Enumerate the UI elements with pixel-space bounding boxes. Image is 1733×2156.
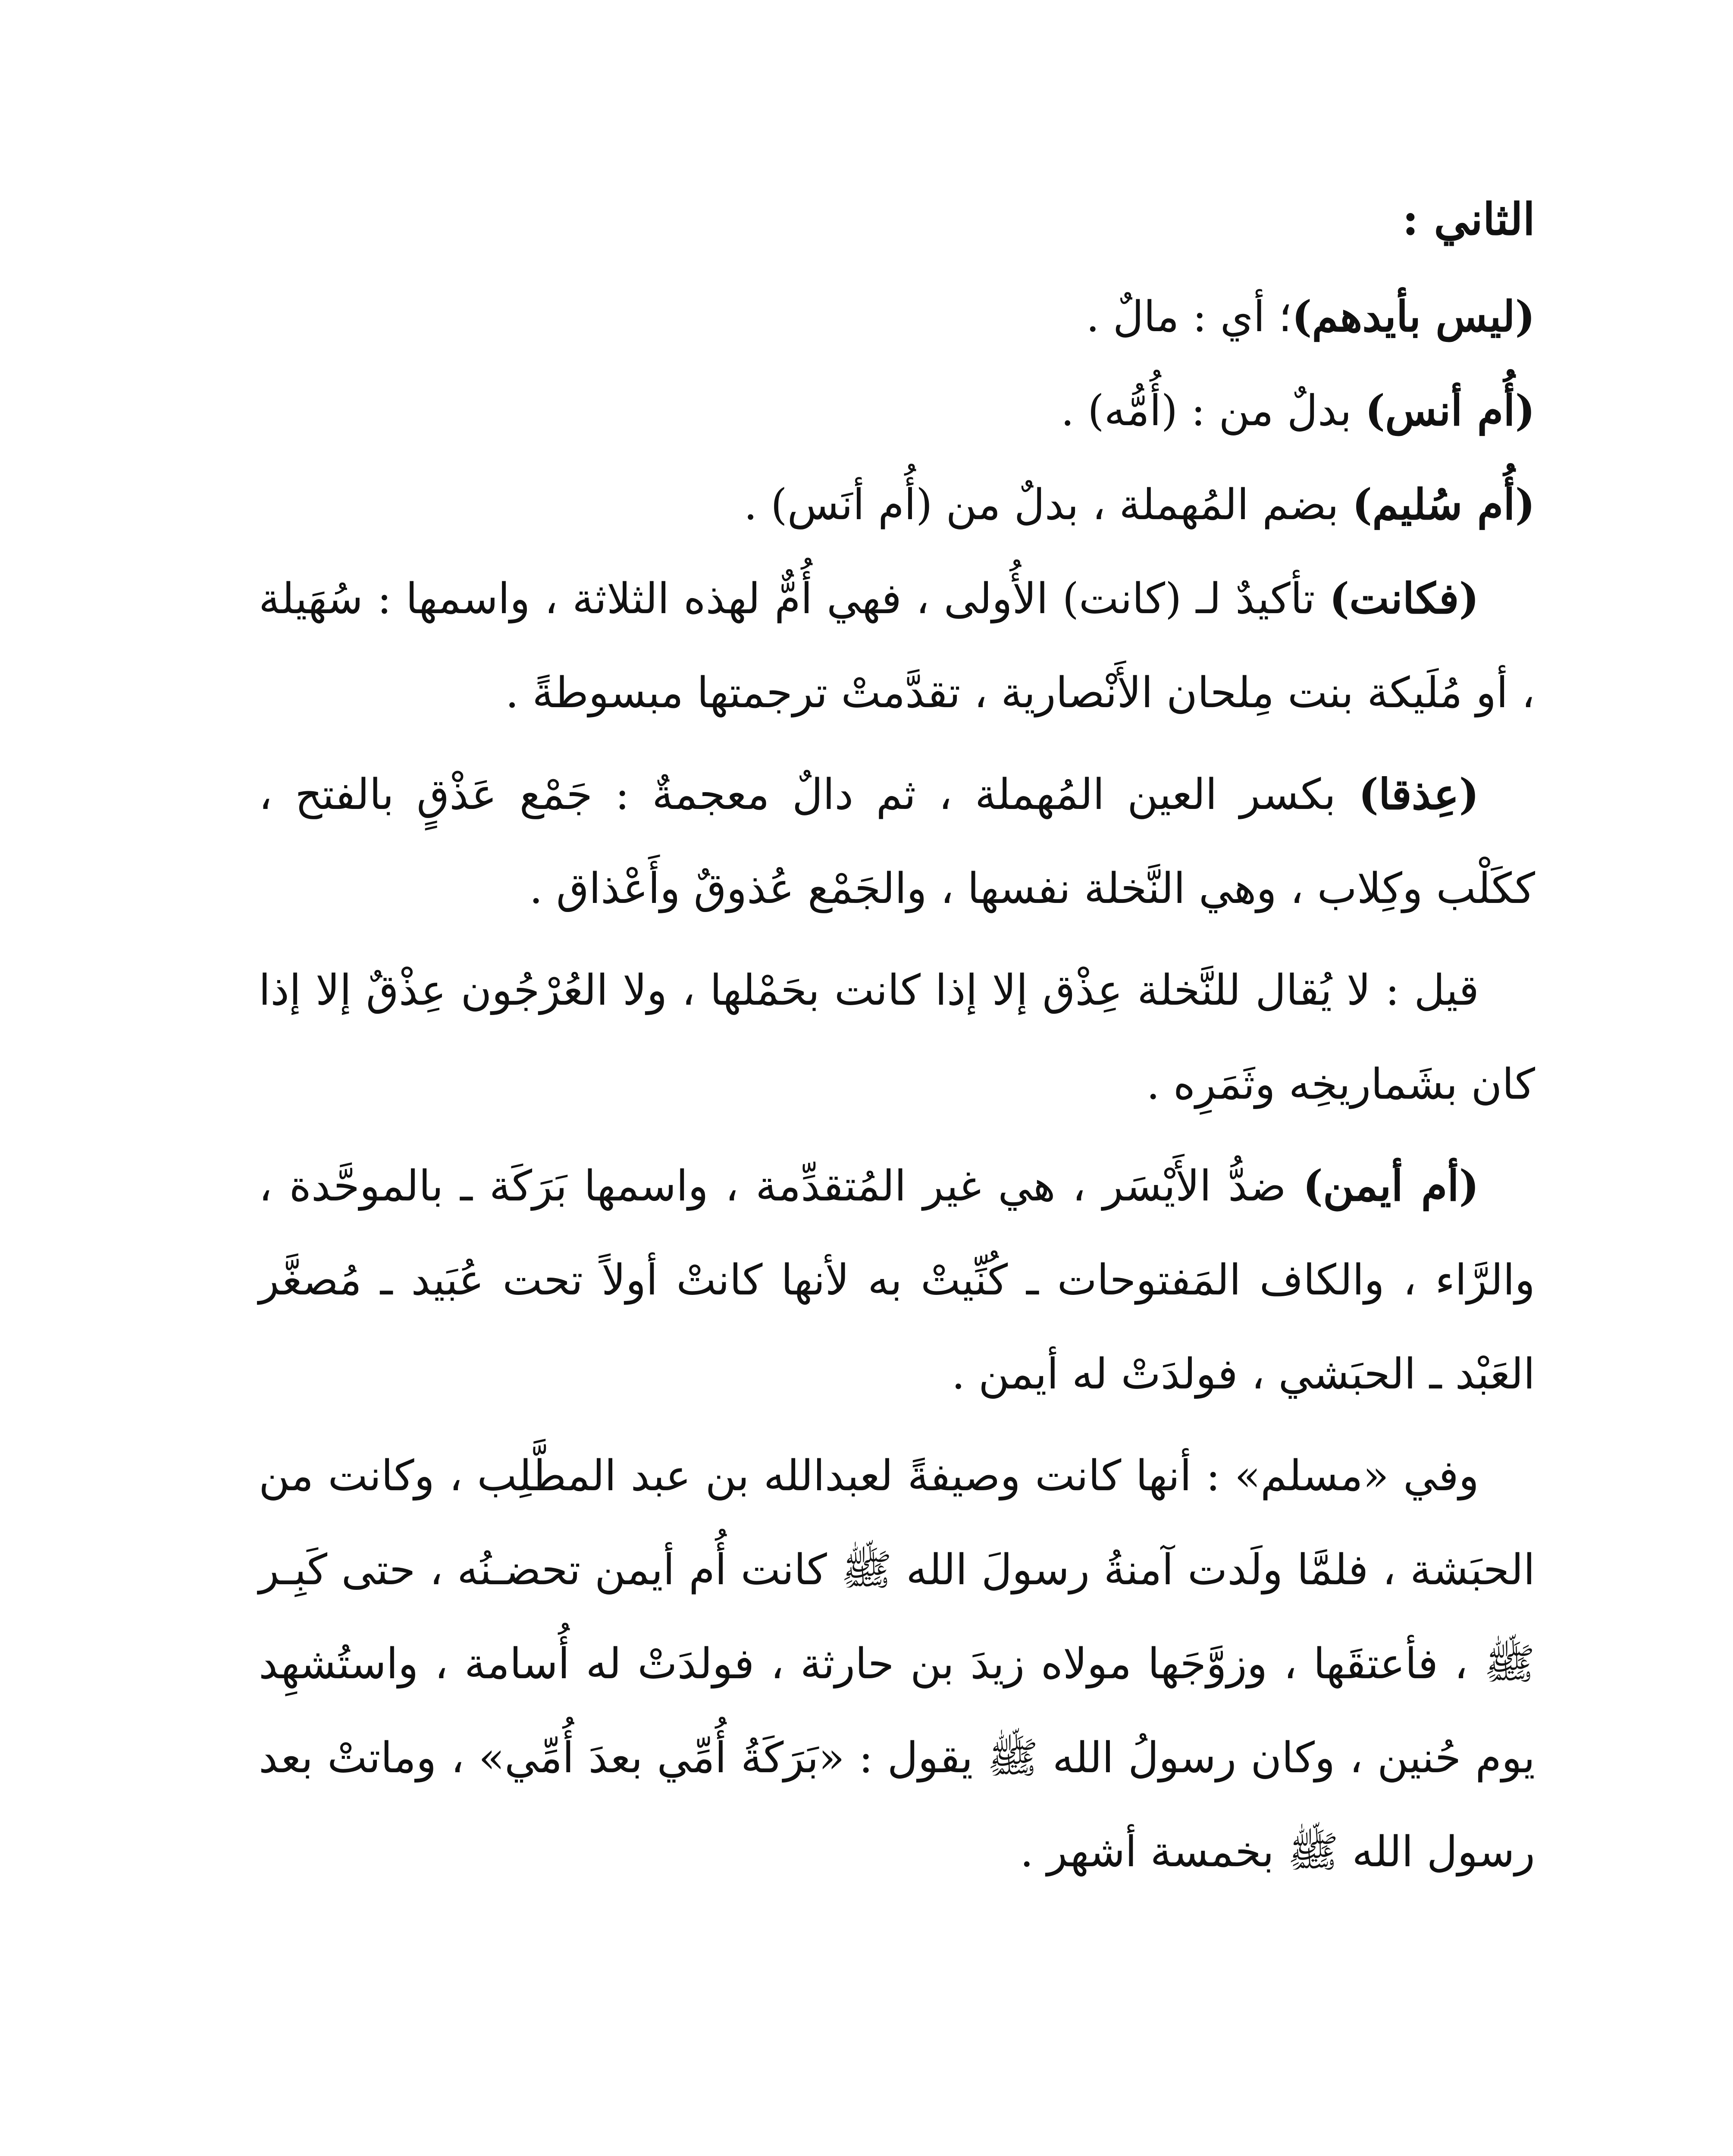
paragraph-text: قيل : لا يُقال للنَّخلة عِذْق إلا إذا كانت بحَمْلها ، ولا العُرْجُون عِذْقٌ إلا إذا كان بشَماريخِه وثَمَرِه . [259,966,1535,1109]
term: (ليس بأيدهم) [1292,292,1535,342]
paragraph-idhqa [259,748,1535,936]
term: (فكانت) [1329,574,1479,624]
paragraph-text: تأكيدٌ لـ (كانت) الأُولى ، فهي أُمٌّ لهذه الثلاثة ، واسمها : سُهَيلة ، أو مُلَيكة بنت مِلحان الأَنْصارية ، تقدَّمتْ ترجمتها مبسوطةً . [259,574,1535,718]
text-line-3 [259,458,1535,552]
paragraph-text: ضدُّ الأَيْسَر ، هي غير المُتقدِّمة ، واسمها بَرَكَة ـ بالموحَّدة ، والرَّاء ، والكاف المَفتوحات ـ كُنِّيتْ به لأنها كانتْ أولاً تحت عُبَيد ـ مُصغَّر العَبْد ـ الحبَشي ، فولدَتْ له أيمن . [259,1162,1535,1399]
paragraph-text: وفي «مسلم» : أنها كانت وصيفةً لعبدالله بن عبد المطَّلِب ، وكانت من الحبَشة ، فلمَّا ولَدت آمنةُ رسولَ الله ﷺ كانت أُم أيمن تحضـنُه ، حتى كَبِـر ﷺ ، فأعتقَها ، وزوَّجَها مولاه زيدَ بن حارثة ، فولدَتْ له أُسامة ، واستُشهِد يوم حُنين ، وكان رسولُ الله ﷺ يقول : «بَرَكَةُ أُمِّي بعدَ أُمِّي» ، وماتتْ بعد رسول الله ﷺ بخمسة أشهر . [259,1451,1535,1877]
line-text: بضم المُهملة ، بدلٌ من (أُم أنَس) . [744,480,1352,530]
text-line-1 [259,270,1535,364]
term: (أم أيمن) [1303,1161,1479,1211]
term: (أُم سُليم) [1352,480,1535,530]
line-text: بدلٌ من : (أُمُّه) . [1061,386,1365,436]
paragraph-text: بكسر العين المُهملة ، ثم دالٌ معجمةٌ : جَمْع عَذْقٍ بالفتح ، ككَلْب وكِلاب ، وهي النَّخلة نفسها ، والجَمْع عُذوقٌ وأَعْذاق . [259,770,1535,913]
paragraph-muslim [259,1429,1535,1899]
paragraph-fakanat [259,552,1535,740]
term: (عِذقا) [1358,770,1479,819]
paragraph-qil [259,943,1535,1131]
paragraph-umm-ayman [259,1139,1535,1421]
section-heading: الثاني : [1402,194,1535,245]
page-body [259,172,1535,2156]
term: (أُم أنس) [1365,386,1535,436]
line-text: ؛ أي : مالٌ . [1086,292,1292,342]
text-line-2 [259,364,1535,458]
